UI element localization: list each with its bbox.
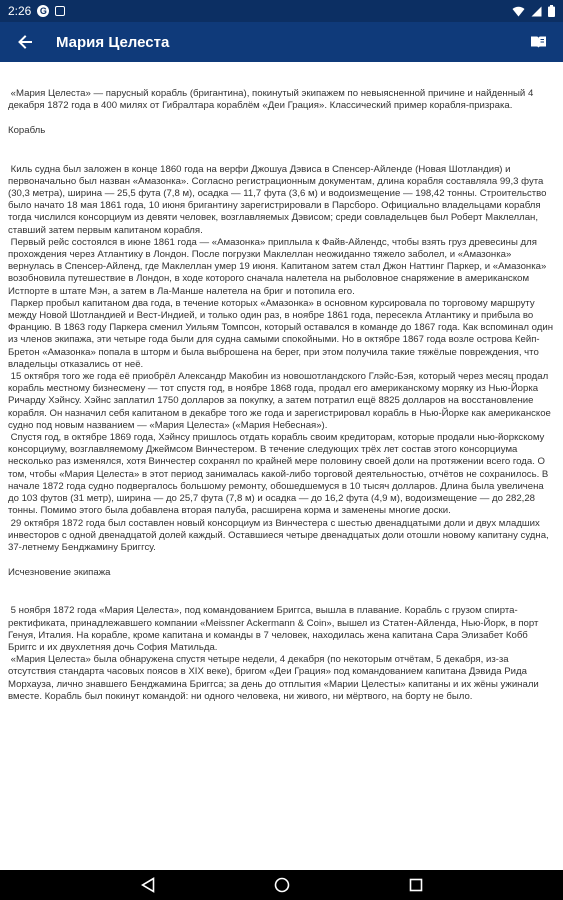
square-recents-icon — [409, 878, 423, 892]
wifi-icon — [512, 6, 525, 17]
section-heading-ship: Корабль — [8, 125, 46, 137]
article-paragraph: Первый рейс состоялся в июне 1861 года — «Амазонка» приплыла к Файв-Айлендс, чтобы взять груз древесины для прохождения через Атлантику в Лондон. После погрузки Маклеллан неожиданно тяжело заболел, и «Амазонка» вернулась в Спенсер-Айленд, где Маклеллан умер 19 июня. Капитаном затем стал Джон Наттинг Паркер, и «Амазонка» возобновила путешествие в Лондон, в ходе которого сначала налетела на рыболовное снаряжение в американском Истпорте в штате Мэн, а затем в Ла-Манше налетела на бриг и потопила его. — [8, 236, 549, 297]
article-paragraph: Киль судна был заложен в конце 1860 года на верфи Джошуа Дэвиса в Спенсер-Айленде (Новая Шотландия) и первоначально был назван «Амазонка». Согласно регистрационным документам, длина корабля составляла 99,3 фута (30,3 метра), ширина — 25,5 фута (7,8 м), осадка — 11,7 фута (3,6 м) и водоизмещение — 198,42 тонны. Строительство было начато 18 мая 1861 года, 10 июня бригантину зарегистрировали в Парсборо. Официально владельцами корабля тогда числился консорциум из девяти человек, возглавляемых Дэвисом; среди совладельцев был Роберт Маклеллан, ставший затем первым капитаном корабля. — [8, 163, 550, 236]
section-heading-disappearance: Исчезновение экипажа — [8, 567, 111, 579]
page-title: Мария Целеста — [56, 33, 170, 51]
nav-back-button[interactable] — [136, 873, 160, 897]
status-left — [8, 4, 65, 18]
article-paragraph: 5 ноября 1872 года «Мария Целеста», под командованием Бриггса, вышла в плавание. Корабль с грузом спирта-ректификата, принадлежавшего компании «Meissner Ackermann & Coin», вышел из Статен-Айленда, Нью-Йорк, в порт Генуя, Италия. На корабле, кроме капитана и команды в 7 человек, находилась жена капитана Сара Элизабет Кобб Бриггс и их двухлетняя дочь София Матильда. — [8, 605, 542, 653]
status-right — [512, 5, 555, 17]
article-paragraph: 15 октября того же года её приобрёл Александр Макобин из новошотландского Глэйс-Бэя, который через месяц продал корабль местному бизнесмену — тот спустя год, в ноябре 1868 года, продал его американскому моряку из Нью-Йорка Ричарду Хэйнсу. Хэйнс заплатил 1750 долларов за покупку, а затем потратил ещё 8825 долларов на восстановление корабля. Он назначил себя капитаном в декабре того же года и зарегистрировал корабль в Нью-Йорке как американское судно под новым названием — «Мария Целеста» («Мария Небесная»). — [8, 371, 554, 431]
book-icon — [530, 35, 547, 49]
triangle-back-icon — [141, 877, 155, 893]
article-paragraph: «Мария Целеста» была обнаружена спустя четыре недели, 4 декабря (по некоторым отчётам, 5 декабря, из-за отсутствия стандарта часовых поясов в XIX веке), бригом «Деи Грация» под командованием капитана Дэвида Рида Морхауза, лично знавшего Бенджамина Бриггса; за день до отплытия «Марии Целесты» капитаны и их жёны ужинали вместе. Корабль был покинут командой: ни одного человека, ни живого, ни мёртвого, на борту не было. — [8, 654, 542, 702]
circle-home-icon — [274, 877, 290, 893]
open-book-button[interactable] — [521, 25, 555, 59]
article-intro: «Мария Целеста» — парусный корабль (бригантина), покинутый экипажем по невыясненной причине и найденный 4 декабря 1872 года в 400 милях от Гибралтара кораблём «Деи Грация». Классический пример корабля-призрака. — [8, 88, 536, 112]
app-notification-icon: G — [37, 5, 49, 17]
app-bar — [0, 22, 563, 62]
nav-recents-button[interactable] — [404, 873, 428, 897]
back-button[interactable] — [8, 25, 42, 59]
article-paragraph: Паркер пробыл капитаном два года, в течение которых «Амазонка» в основном курсировала по торговому маршруту между Новой Шотландией и Вест-Индией, и только один раз, в ноябре 1861 года, пересекла Атлантику и прибыла во Францию. В 1863 году Паркера сменил Уильям Томпсон, который оставался в команде до 1867 года. Как вспоминал один из членов экипажа, эти четыре года были для судна самыми спокойными. Но в октябре 1867 года возле острова Кейп-Бретон «Амазонка» попала в шторм и была выброшена на берег, при этом получила такие тяжёлые повреждения, что владельцы отказались от неё. — [8, 297, 556, 370]
nav-home-button[interactable] — [270, 873, 294, 897]
status-time: 2:26 — [8, 4, 32, 18]
battery-icon — [548, 5, 555, 17]
signal-icon — [531, 6, 542, 17]
status-bar — [0, 0, 563, 22]
navigation-bar — [0, 870, 563, 900]
article-paragraph: 29 октября 1872 года был составлен новый консорциум из Винчестера с шестью двенадцатыми доли и двух младших инвесторов с одной двенадцатой долей каждый. Оставшиеся четыре двенадцатых доли отошли новому капитану судна, 37-летнему Бенджамину Бриггсу. — [8, 517, 552, 553]
article-paragraph: Спустя год, в октябре 1869 года, Хэйнсу пришлось отдать корабль своим кредиторам, которые продали нью-йоркскому консорциуму, возглавляемому Джеймсом Винчестером. В течение следующих трёх лет состав этого консорциума несколько раз изменялся, хотя Винчестер сохранял по крайней мере половину своей доли на протяжении всего года. О том, чтобы «Мария Целеста» в этот период занималась какой-либо торговой деятельностью, отчётов не сохранилось. В начале 1872 года судно подвергалось большому ремонту, обошедшемуся в 10 тысяч долларов. Длина была увеличена до 103 футов (31 метр), ширина — до 25,7 фута (7,8 м) и осадка — до 16,2 фута (4,9 м), водоизмещение — до 282,28 тонны. Помимо этого была добавлена вторая палуба, расширена корма и заменены многие доски. — [8, 432, 551, 517]
article-content[interactable] — [0, 62, 563, 870]
screenshot-notification-icon — [55, 6, 65, 16]
arrow-back-icon — [18, 35, 32, 49]
